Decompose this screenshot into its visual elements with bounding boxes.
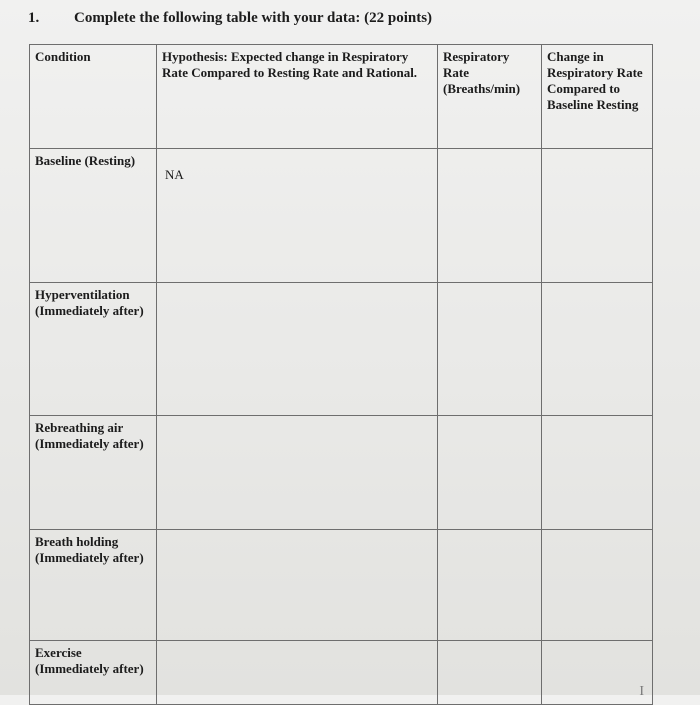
- data-table: [29, 44, 653, 705]
- table-row: [30, 530, 653, 641]
- rate-cell[interactable]: [438, 149, 542, 283]
- change-cell[interactable]: [542, 149, 653, 283]
- condition-cell: Breath holding (Immediately after): [30, 530, 157, 641]
- rate-cell[interactable]: [438, 530, 542, 641]
- question-heading: [28, 10, 432, 27]
- change-cell[interactable]: [542, 416, 653, 530]
- header-condition: Condition: [30, 45, 157, 149]
- header-hypothesis: Hypothesis: Expected change in Respiratory Rate Compared to Resting Rate and Rational.: [157, 45, 438, 149]
- table-row: [30, 283, 653, 416]
- condition-cell: Exercise (Immediately after): [30, 641, 157, 705]
- change-cell[interactable]: [542, 530, 653, 641]
- hypothesis-cell[interactable]: [157, 530, 438, 641]
- question-number: 1.: [28, 10, 40, 26]
- condition-cell: Rebreathing air (Immediately after): [30, 416, 157, 530]
- header-change: Change in Respiratory Rate Compared to Baseline Resting: [542, 45, 653, 149]
- hypothesis-cell[interactable]: NA: [157, 149, 438, 283]
- rate-cell[interactable]: [438, 283, 542, 416]
- table-header-row: [30, 45, 653, 149]
- table-row: [30, 416, 653, 530]
- text-cursor-icon: I: [639, 684, 644, 699]
- rate-cell[interactable]: [438, 416, 542, 530]
- condition-cell: Hyperventilation (Immediately after): [30, 283, 157, 416]
- hypothesis-cell[interactable]: [157, 283, 438, 416]
- change-cell[interactable]: [542, 283, 653, 416]
- header-respiratory-rate: Respiratory Rate (Breaths/min): [438, 45, 542, 149]
- condition-cell: Baseline (Resting): [30, 149, 157, 283]
- table-row: [30, 149, 653, 283]
- question-text: Complete the following table with your data: (22 points): [74, 10, 433, 26]
- hypothesis-cell[interactable]: [157, 416, 438, 530]
